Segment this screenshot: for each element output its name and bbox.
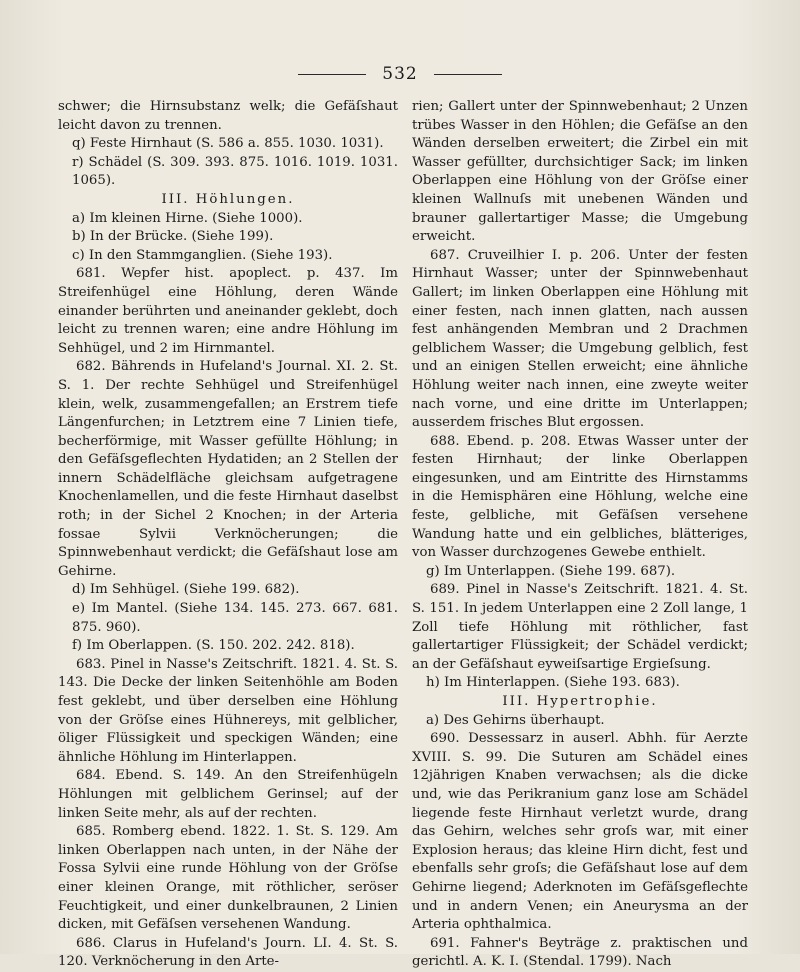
section-heading: III. Hypertrophie. <box>502 694 658 709</box>
case-entry: 682. Bährends in Hufeland's Journal. XI. 2. St. S. 1. Der rechte Sehhügel und Streifenhügel klein, welk, zusammengefallen; an Erstrem tiefe Längenfurchen; in Letztrem eine 7 Linien tiefe, becherförmige, mit Wasser gefüllte Höhlung; in den Gefäſsgeflechten Hydatiden; an 2 Stellen der innern Schädelfläche gleichsam aufgetragene Knochenlamellen, und die feste Hirnhaut daselbst roth; in der Sichel 2 Knochen; in der Arteria fossae Sylvii Verknöcherungen; die Spinnwebenhaut verdickt; die Gefäſshaut lose am Gehirne. <box>58 359 398 579</box>
case-entry: 691. Fahner's Beyträge z. praktischen und gerichtl. A. K. I. (Stendal. 1799). Nach <box>412 935 748 970</box>
sub-item: c) In den Stammganglien. (Siehe 193). <box>72 247 333 263</box>
paragraph: schwer; die Hirnsubstanz welk; die Gefäſshaut leicht davon zu trennen. <box>58 99 398 133</box>
sub-item: f) Im Oberlappen. (S. 150. 202. 242. 818). <box>72 638 355 654</box>
case-entry: 688. Ebend. p. 208. Etwas Wasser unter der festen Hirnhaut; der linke Oberlappen eingesunken, und am Eintritte des Hirnstamms in die Hemisphären eine Höhlung, welche eine feste, gelbliche, mit Gefäſsen versehene Wandung hatte und ein gelbliches, blätteriges, von Wasser durchzogenes Gewebe enthielt. <box>412 433 748 561</box>
section-heading: III. Höhlungen. <box>161 191 295 207</box>
case-entry: 689. Pinel in Nasse's Zeitschrift. 1821. 4. St. S. 151. In jedem Unterlappen eine 2 Zoll lange, 1 Zoll tiefe Höhlung mit röthlicher, fast gallertartiger Flüssigkeit; der Schädel verdickt; an der Gefäſshaut eyweiſsartige Ergieſsung. <box>412 582 748 672</box>
header-rule-right <box>434 74 502 75</box>
page-number: 532 <box>382 64 418 84</box>
sub-item: e) Im Mantel. (Siehe 134. 145. 273. 667. 681. 875. 960). <box>72 601 398 635</box>
sub-item: h) Im Hinterlappen. (Siehe 193. 683). <box>426 675 680 691</box>
sub-item: a) Im kleinen Hirne. (Siehe 1000). <box>72 210 303 226</box>
sub-item: r) Schädel (S. 309. 393. 875. 1016. 1019. 1031. 1065). <box>72 154 398 189</box>
case-entry: 683. Pinel in Nasse's Zeitschrift. 1821. 4. St. S. 143. Die Decke der linken Seitenhöhle am Boden fest geklebt, und über derselben eine Höhlung von der Gröſse eines Hühnereys, mit gelblicher, öliger Flüssigkeit und speckigen Wänden; eine ähnliche Höhlung im Hinterlappen. <box>58 656 398 765</box>
case-entry: 684. Ebend. S. 149. An den Streifenhügeln Höhlungen mit gelblichem Gerinsel; auf der linken Seite mehr, als auf der rechten. <box>58 768 398 821</box>
right-column <box>412 98 748 972</box>
sub-item: b) In der Brücke. (Siehe 199). <box>72 229 274 245</box>
sub-item: d) Im Sehhügel. (Siehe 199. 682). <box>72 582 300 598</box>
case-entry: 690. Dessessarz in auserl. Abhh. für Aerzte XVIII. S. 99. Die Suturen am Schädel eines 12jährigen Knaben verwachsen; als die dicke und, wie das Perikranium ganz lose am Schädel liegende feste Hirnhaut verletzt wurde, drang das Gehirn, welches sehr groſs war, mit einer Explosion heraus; das kleine Hirn dicht, fest und ebenfalls sehr groſs; die Gefäſshaut lose auf dem Gehirne liegend; Aderknoten im Gefäſsgeflechte und in andern Venen; ein Aneurysma an der Arteria ophthalmica. <box>412 731 748 933</box>
paragraph: rien; Gallert unter der Spinnwebenhaut; 2 Unzen trübes Wasser in den Höhlen; die Gefäſse an den Wänden derselben erweitert; die Zirbel ein mit Wasser gefüllter, durchsichtiger Sack; im linken Oberlappen eine Höhlung von der Gröſse einer kleinen Wallnuſs mit unebenen Wänden und brauner gallertartiger Masse; die Umgebung erweicht. <box>412 99 748 245</box>
sub-item: q) Feste Hirnhaut (S. 586 a. 855. 1030. 1031). <box>72 136 384 152</box>
page-header <box>0 62 800 86</box>
sub-item: g) Im Unterlappen. (Siehe 199. 687). <box>426 563 676 579</box>
case-entry: 687. Cruveilhier I. p. 206. Unter der festen Hirnhaut Wasser; unter der Spinnwebenhaut Gallert; im linken Oberlappen eine Höhlung mit einer festen, nach innen glatten, nach aussen fest anhängenden Membran und 2 Drachmen gelblichem Wasser; die Umgebung gelblich, fest und an einigen Stellen erweicht; eine ähnliche Höhlung weiter nach innen, eine zweyte weiter nach vorne, und eine dritte im Unterlappen; ausserdem frisches Blut ergossen. <box>412 247 748 431</box>
left-column <box>58 98 398 972</box>
case-entry: 681. Wepfer hist. apoplect. p. 437. Im Streifenhügel eine Höhlung, deren Wände einander berührten und aneinander geklebt, doch leicht zu trennen waren; eine andre Höhlung im Sehhügel, und 2 im Hirnmantel. <box>58 266 398 356</box>
header-rule-left <box>298 74 366 75</box>
sub-item: a) Des Gehirns überhaupt. <box>426 712 605 728</box>
case-entry: 686. Clarus in Hufeland's Journ. LI. 4. St. S. 120. Verknöcherung in den Arte- <box>58 935 398 970</box>
case-entry: 685. Romberg ebend. 1822. 1. St. S. 129. Am linken Oberlappen nach unten, in der Nähe der Fossa Sylvii eine runde Höhlung von der Gröſse einer kleinen Orange, mit röthlicher, seröser Feuchtigkeit, und einer dunkelbraunen, 2 Linien dicken, mit Gefäſsen versehenen Wandung. <box>58 824 398 933</box>
